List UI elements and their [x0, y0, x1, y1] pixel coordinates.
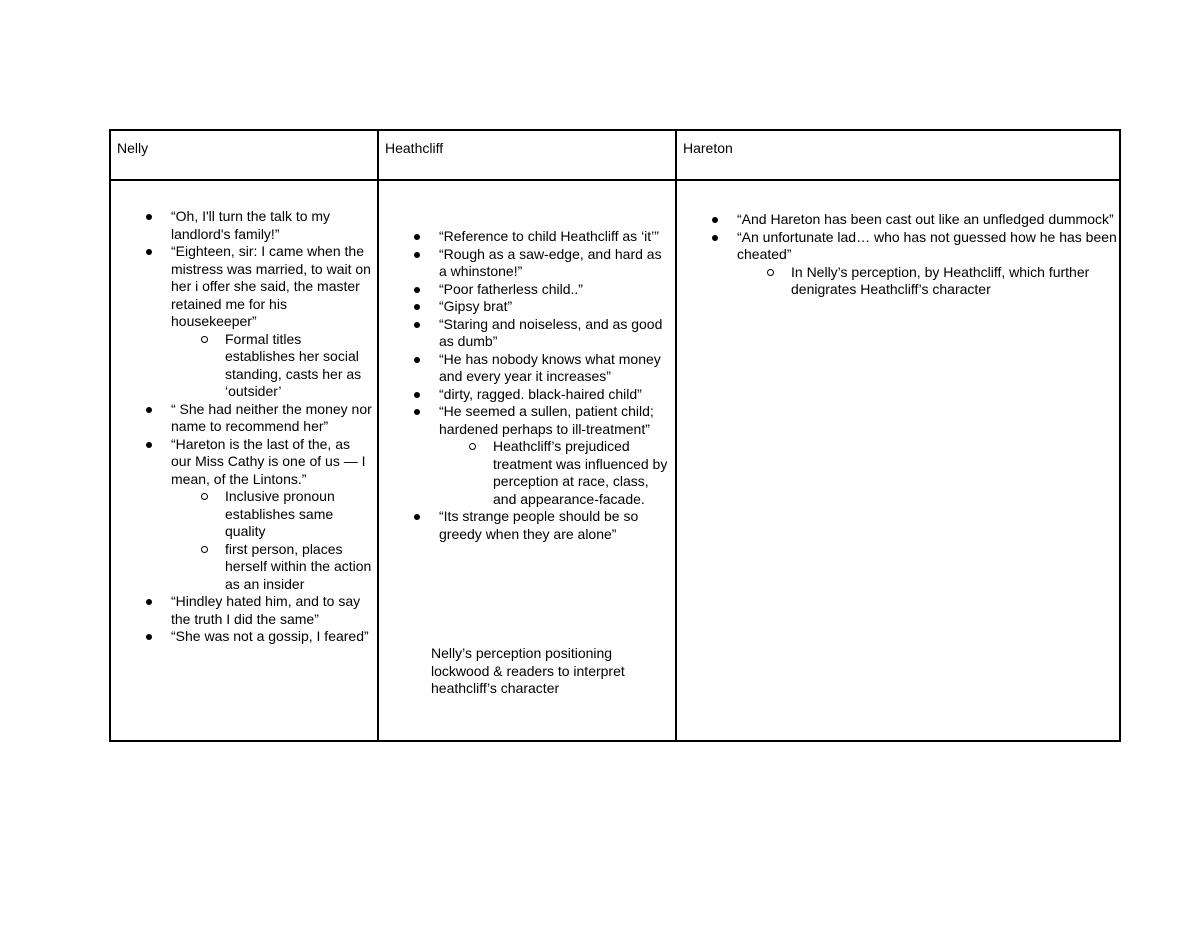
header-nelly: Nelly — [110, 130, 378, 180]
list-item: “He has nobody knows what money and every year it increases” — [379, 351, 669, 386]
list-item: “Poor fatherless child..” — [379, 281, 669, 299]
header-heathcliff: Heathcliff — [378, 130, 676, 180]
list-item: “She was not a gossip, I feared” — [111, 628, 373, 646]
sub-list — [171, 331, 373, 401]
sub-list-item: Formal titles establishes her social standing, casts her as ‘outsider’ — [171, 331, 373, 401]
list-item: “Rough as a saw-edge, and hard as a whinstone!” — [379, 246, 669, 281]
list-item: “Reference to child Heathcliff as ‘it’” — [379, 228, 669, 246]
sub-list — [171, 488, 373, 593]
list-item: “And Hareton has been cast out like an unfledged dummock” — [677, 211, 1117, 229]
list-item: “An unfortunate lad… who has not guessed how he has been cheated” In Nelly’s perception, by Heathcliff, which further denigrates Heathcliff’s character — [677, 229, 1117, 299]
list-item: “Hareton is the last of the, as our Miss Cathy is one of us — I mean, of the Lintons.” Inclusive pronoun establishes same quality first person, places herself within the action as an insider — [111, 436, 373, 594]
hareton-quote-list — [677, 211, 1117, 299]
list-item: “Hindley hated him, and to say the truth I did the same” — [111, 593, 373, 628]
list-item: “ She had neither the money nor name to recommend her” — [111, 401, 373, 436]
list-item: “He seemed a sullen, patient child; hardened perhaps to ill-treatment” Heathcliff’s prejudiced treatment was influenced by perception at race, class, and appearance-facade. — [379, 403, 669, 508]
heathcliff-note: Nelly’s perception positioning lockwood & readers to interpret heathcliff’s character — [431, 645, 625, 696]
list-item: “Gipsy brat” — [379, 298, 669, 316]
sub-list — [737, 264, 1117, 299]
nelly-quote-list — [111, 208, 373, 646]
sub-list — [439, 438, 669, 508]
heathcliff-quote-list — [379, 228, 669, 543]
list-item: “dirty, ragged. black-haired child” — [379, 386, 669, 404]
content-row — [110, 180, 1120, 741]
hareton-cell — [676, 180, 1120, 741]
sub-list-item: In Nelly’s perception, by Heathcliff, which further denigrates Heathcliff’s character — [737, 264, 1117, 299]
sub-list-item: Inclusive pronoun establishes same quality — [171, 488, 373, 541]
list-item: “Its strange people should be so greedy when they are alone” — [379, 508, 669, 543]
nelly-cell — [110, 180, 378, 741]
list-item: “Staring and noiseless, and as good as dumb” — [379, 316, 669, 351]
list-item: “Eighteen, sir: I came when the mistress was married, to wait on her i offer she said, the master retained me for his housekeeper” Formal titles establishes her social standing, casts her as ‘outsider’ — [111, 243, 373, 401]
list-item: “Oh, I'll turn the talk to my landlord's family!” — [111, 208, 373, 243]
sub-list-item: Heathcliff’s prejudiced treatment was influenced by perception at race, class, and appearance-facade. — [439, 438, 669, 508]
notes-table — [109, 129, 1121, 742]
sub-list-item: first person, places herself within the action as an insider — [171, 541, 373, 594]
header-hareton: Hareton — [676, 130, 1120, 180]
heathcliff-cell — [378, 180, 676, 741]
header-row — [110, 130, 1120, 180]
